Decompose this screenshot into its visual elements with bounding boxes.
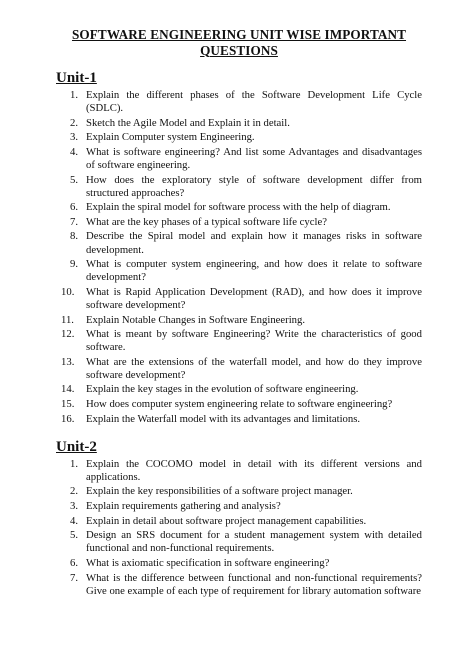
question-number: 7. xyxy=(70,571,79,584)
question-text: How does computer system engineering relate to software engineering? xyxy=(86,398,393,411)
question-item xyxy=(56,230,422,256)
question-text: What is meant by software Engineering? Write the characteristics of good software. xyxy=(86,328,422,354)
question-number: 6. xyxy=(70,201,79,214)
unit-1-question-list xyxy=(56,89,422,426)
question-number: 15. xyxy=(61,398,75,411)
question-item xyxy=(56,146,422,172)
question-number: 5. xyxy=(70,173,79,186)
question-item xyxy=(56,529,422,555)
question-text: How does the exploratory style of software development differ from structured approaches? xyxy=(86,173,422,199)
question-number: 16. xyxy=(61,412,75,425)
question-number: 2. xyxy=(70,116,79,129)
question-item xyxy=(56,201,422,214)
question-number: 14. xyxy=(61,383,75,396)
question-item xyxy=(56,398,422,411)
question-item xyxy=(56,328,422,354)
question-item xyxy=(56,258,422,284)
question-number: 3. xyxy=(70,500,79,513)
question-text: What is axiomatic specification in software engineering? xyxy=(86,556,330,569)
question-text: What are the key phases of a typical software life cycle? xyxy=(86,215,327,228)
question-text: Explain the key responsibilities of a software project manager. xyxy=(86,485,353,498)
question-item xyxy=(56,413,422,426)
question-item xyxy=(56,458,422,484)
page-title xyxy=(56,27,422,58)
question-number: 5. xyxy=(70,529,79,542)
question-number: 4. xyxy=(70,145,79,158)
question-text: What is software engineering? And list some Advantages and disadvantages of software engineering. xyxy=(86,145,422,171)
question-item xyxy=(56,557,422,570)
title-line-1: SOFTWARE ENGINEERING UNIT WISE IMPORTANT xyxy=(71,27,407,42)
unit-1-section xyxy=(56,69,422,426)
unit-2-section xyxy=(56,438,422,598)
question-item xyxy=(56,572,422,598)
question-item xyxy=(56,500,422,513)
question-text: Explain requirements gathering and analysis? xyxy=(86,500,281,513)
question-number: 3. xyxy=(70,131,79,144)
question-text: Explain the Waterfall model with its advantages and limitations. xyxy=(86,412,361,425)
question-text: Explain Computer system Engineering. xyxy=(86,131,255,144)
question-number: 8. xyxy=(70,230,79,243)
question-item xyxy=(56,286,422,312)
question-text: Describe the Spiral model and explain how it manages risks in software development. xyxy=(86,230,422,256)
question-text: What is computer system engineering, and how does it relate to software development? xyxy=(86,258,422,284)
question-text: Explain the key stages in the evolution of software engineering. xyxy=(86,383,359,396)
question-item xyxy=(56,216,422,229)
question-item xyxy=(56,485,422,498)
question-item xyxy=(56,356,422,382)
unit-1-heading: Unit-1 xyxy=(56,70,97,86)
question-number: 9. xyxy=(70,258,79,271)
question-text: Explain the different phases of the Software Development Life Cycle (SDLC). xyxy=(86,89,422,115)
question-text: Explain the spiral model for software process with the help of diagram. xyxy=(86,201,391,214)
question-item xyxy=(56,89,422,115)
question-text: Explain the COCOMO model in detail with its different versions and applications. xyxy=(86,457,422,483)
question-number: 13. xyxy=(61,355,75,368)
question-item xyxy=(56,131,422,144)
question-number: 12. xyxy=(61,328,75,341)
question-number: 2. xyxy=(70,485,79,498)
question-text: Design an SRS document for a student management system with detailed functional and non-functional requirements. xyxy=(86,529,422,555)
question-text: Sketch the Agile Model and Explain it in detail. xyxy=(86,116,290,129)
question-text: What is the difference between functional and non-functional requirements? Give one example of each type of requirement for library automation software xyxy=(86,571,422,597)
question-text: Explain Notable Changes in Software Engineering. xyxy=(86,313,306,326)
unit-2-heading: Unit-2 xyxy=(56,438,97,455)
unit-2-question-list xyxy=(56,458,422,598)
question-item xyxy=(56,383,422,396)
question-number: 6. xyxy=(70,556,79,569)
question-number: 7. xyxy=(70,215,79,228)
question-number: 10. xyxy=(61,285,75,298)
question-number: 4. xyxy=(70,514,79,527)
question-number: 1. xyxy=(70,457,79,470)
question-item xyxy=(56,117,422,130)
question-item xyxy=(56,314,422,327)
question-number: 11. xyxy=(61,313,74,326)
question-item xyxy=(56,174,422,200)
title-line-2: QUESTIONS xyxy=(200,42,278,58)
question-number: 1. xyxy=(70,89,79,101)
question-text: What are the extensions of the waterfall model, and how do they improve software development? xyxy=(86,355,422,381)
question-text: What is Rapid Application Development (RAD), and how does it improve software development? xyxy=(86,285,422,311)
question-item xyxy=(56,515,422,528)
question-text: Explain in detail about software project management capabilities. xyxy=(86,514,367,527)
